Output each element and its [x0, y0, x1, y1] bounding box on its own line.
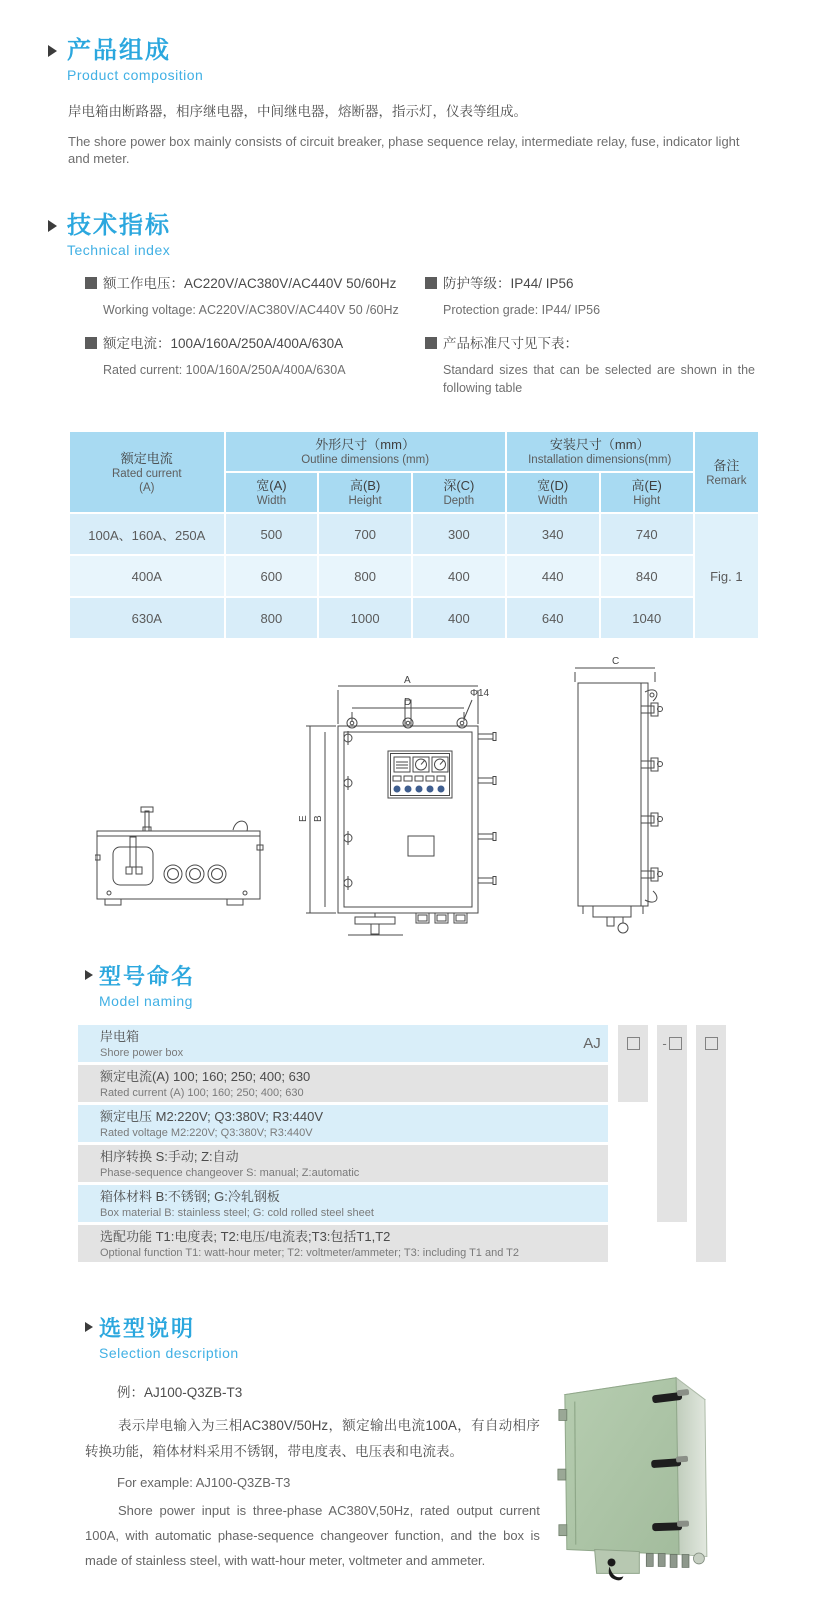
model-code-box-1 [618, 1025, 648, 1062]
model-naming-title-zh: 型号命名 [99, 964, 196, 989]
figure-1-drawings [0, 646, 830, 940]
model-code-box-2: - [657, 1025, 687, 1062]
spec-standard-sizes: 产品标准尺寸见下表： Standard sizes that can be selected are shown in the following table [425, 334, 755, 397]
dim-label-a: A [404, 675, 411, 686]
composition-body-zh: 岸电箱由断路器，相序继电器，中间继电器，熔断器，指示灯，仪表等组成。 [68, 104, 527, 119]
square-bullet-icon [425, 337, 437, 349]
col-installation-dimensions: 安装尺寸（mm） Installation dimensions(mm) [507, 432, 693, 471]
size-table-header-row [70, 432, 758, 471]
selection-title-zh: 选型说明 [99, 1316, 196, 1341]
model-naming-title-en: Model naming [99, 993, 193, 1009]
code-placeholder-icon [705, 1037, 718, 1050]
selection-block [0, 1367, 830, 1619]
table-row: 100A、160A、250A 500 700 300 340 740 Fig. 1 [70, 514, 758, 554]
spec-list [85, 274, 830, 412]
dim-label-d: D [404, 697, 412, 708]
section-header-model-naming [85, 964, 830, 1009]
cable-gland-icon [646, 1553, 704, 1567]
figure-bottom-view [95, 803, 265, 908]
model-code-prefix: AJ [583, 1035, 601, 1052]
table-row: 630A 800 1000 400 640 1040 [70, 598, 758, 638]
product-photo [540, 1349, 818, 1619]
technical-title-en: Technical index [67, 242, 171, 258]
remark-value: Fig. 1 [695, 514, 758, 638]
col-remark: 备注 Remark [695, 432, 758, 512]
model-row-phase-sequence: 相序转换 S:手动; Z:自动 Phase-sequence changeover S: manual; Z:automatic [78, 1145, 608, 1182]
selection-example-zh: 例：AJ100-Q3ZB-T3 [117, 1385, 243, 1400]
page-title-zh: 产品组成 [67, 37, 171, 64]
square-bullet-icon [85, 337, 97, 349]
page-title-en: Product composition [67, 67, 204, 83]
selection-body-zh: 表示岸电输入为三相AC380V/50Hz，额定输出电流100A，有自动相序转换功能，箱体材料采用不锈钢，带电度表、电压表和电流表。 [85, 1418, 540, 1459]
square-bullet-icon [85, 277, 97, 289]
figure-front-view [298, 646, 513, 936]
spec-protection-grade: 防护等级：IP44/ IP56 Protection grade: IP44/ IP56 [425, 274, 755, 319]
dim-label-e: E [298, 815, 309, 822]
col-rated-current: 额定电流 Rated current (A) [70, 432, 224, 512]
dim-label-c: C [612, 656, 620, 667]
section-arrow-icon [85, 970, 93, 980]
figure-side-view [555, 646, 675, 936]
section-header-technical [48, 213, 830, 258]
square-bullet-icon [425, 277, 437, 289]
selection-title-en: Selection description [99, 1345, 239, 1361]
size-table [68, 430, 760, 640]
table-row: 400A 600 800 400 440 840 [70, 556, 758, 596]
model-code-box-3 [696, 1025, 726, 1062]
model-row-optional-function: 选配功能 T1:电度表; T2:电压/电流表;T3:包括T1,T2 Optional function T1: watt-hour meter; T2: voltmeter/ammeter; T3: including T1 and T2 [78, 1225, 608, 1262]
size-table-subheader-row: 宽(A) Width 高(B) Height 深(C) Depth 宽(D) Width 高(E) Hight [70, 473, 758, 512]
model-row-product: 岸电箱 Shore power box [78, 1025, 608, 1062]
model-naming-table [78, 1025, 738, 1262]
composition-body-en: The shore power box mainly consists of circuit breaker, phase sequence relay, intermediate relay, fuse, indicator light and meter. [68, 134, 740, 166]
section-arrow-icon [48, 45, 57, 57]
code-placeholder-icon [669, 1037, 682, 1050]
model-row-rated-voltage: 额定电压 M2:220V; Q3:380V; R3:440V Rated voltage M2:220V; Q3:380V; R3:440V [78, 1105, 608, 1142]
selection-body-en: Shore power input is three-phase AC380V,50Hz, rated output current 100A, with automatic phase-sequence changeover function, and the box is made of stainless steel, with watt-hour meter, voltmeter and ammeter. [85, 1503, 540, 1568]
section-header-composition [48, 38, 830, 83]
col-outline-dimensions: 外形尺寸（mm） Outline dimensions (mm) [226, 432, 505, 471]
model-row-rated-current: 额定电流(A) 100; 160; 250; 400; 630 Rated current (A) 100; 160; 250; 400; 630 [78, 1065, 608, 1102]
dim-label-phi14: Φ14 [470, 688, 490, 699]
code-placeholder-icon [627, 1037, 640, 1050]
section-arrow-icon [48, 220, 57, 232]
section-arrow-icon [85, 1322, 93, 1332]
model-row-box-material: 箱体材料 B:不锈钢; G:冷轧钢板 Box material B: stainless steel; G: cold rolled steel sheet [78, 1185, 608, 1222]
technical-title-zh: 技术指标 [67, 212, 171, 239]
spec-rated-current: 额定电流：100A/160A/250A/400A/630A Rated current: 100A/160A/250A/400A/630A [85, 334, 425, 379]
selection-example-en: For example: AJ100-Q3ZB-T3 [117, 1475, 291, 1490]
spec-working-voltage: 额工作电压：AC220V/AC380V/AC440V 50/60Hz Working voltage: AC220V/AC380V/AC440V 50 /60Hz [85, 274, 425, 319]
dim-label-b: B [313, 815, 324, 822]
